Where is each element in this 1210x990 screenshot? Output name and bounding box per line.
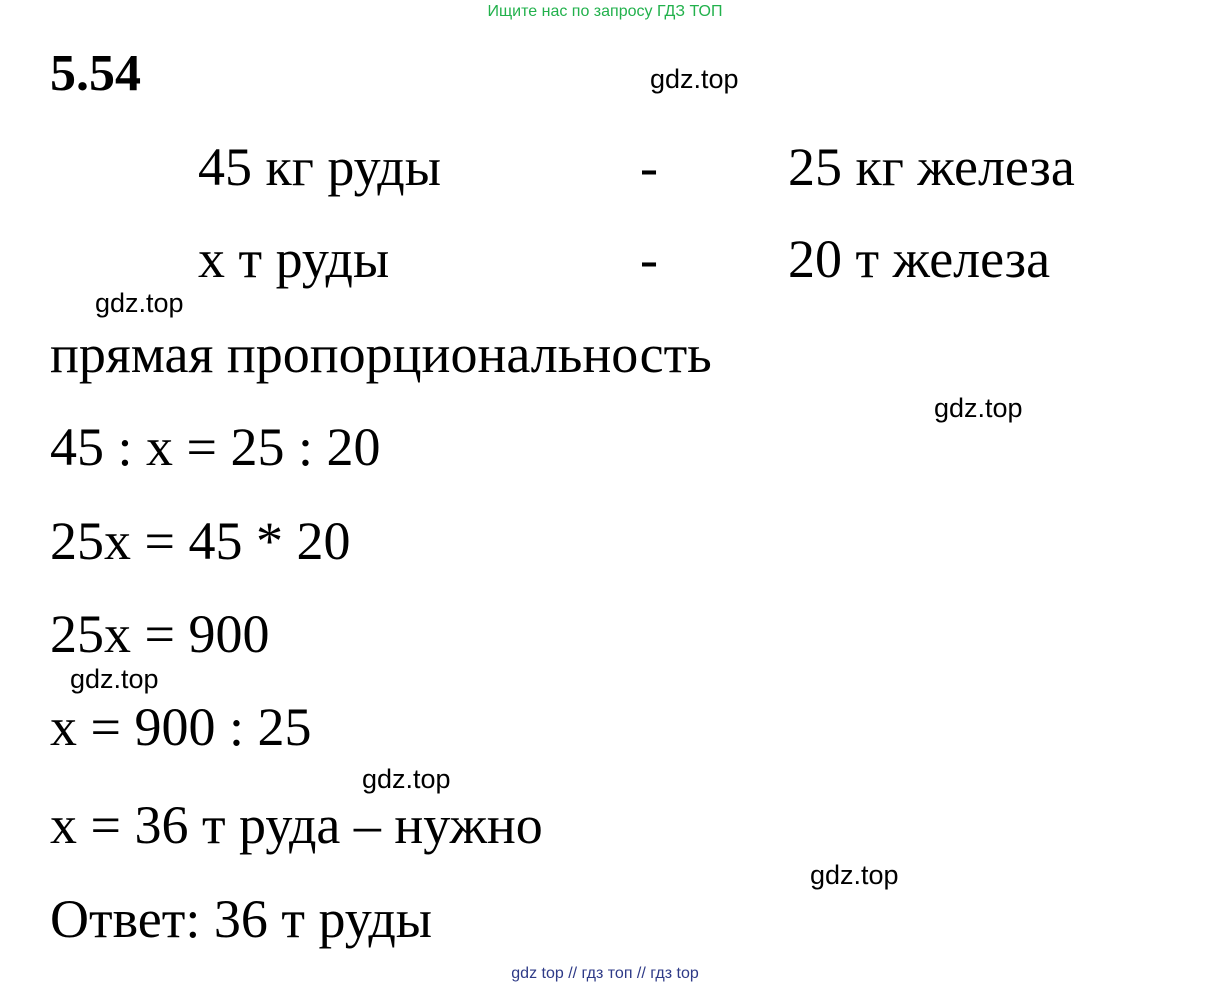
equation-4: x = 900 : 25 <box>50 697 312 757</box>
task-number: 5.54 <box>50 45 141 102</box>
equation-2: 25x = 45 * 20 <box>50 511 351 571</box>
footer-links: gdz top // гдз топ // гдз top <box>511 965 699 982</box>
equation-3: 25x = 900 <box>50 604 270 664</box>
top-banner: Ищите нас по запросу ГДЗ ТОП <box>487 3 723 20</box>
watermark: gdz.top <box>934 393 1023 423</box>
row2-dash: - <box>640 229 658 289</box>
row2-right: 20 т железа <box>788 229 1051 289</box>
row1-left: 45 кг руды <box>198 137 442 197</box>
row1-right: 25 кг железа <box>788 137 1075 197</box>
row2-left: x т руды <box>198 229 390 289</box>
watermark: gdz.top <box>362 764 451 794</box>
watermark: gdz.top <box>70 664 159 694</box>
watermark: gdz.top <box>95 288 184 318</box>
watermark: gdz.top <box>650 64 739 94</box>
equation-1: 45 : x = 25 : 20 <box>50 417 381 477</box>
answer-line: Ответ: 36 т руды <box>50 889 433 949</box>
equation-5: x = 36 т руда – нужно <box>50 795 543 855</box>
relation-line: прямая пропорциональность <box>50 324 712 384</box>
watermark: gdz.top <box>810 860 899 890</box>
row1-dash: - <box>640 137 658 197</box>
